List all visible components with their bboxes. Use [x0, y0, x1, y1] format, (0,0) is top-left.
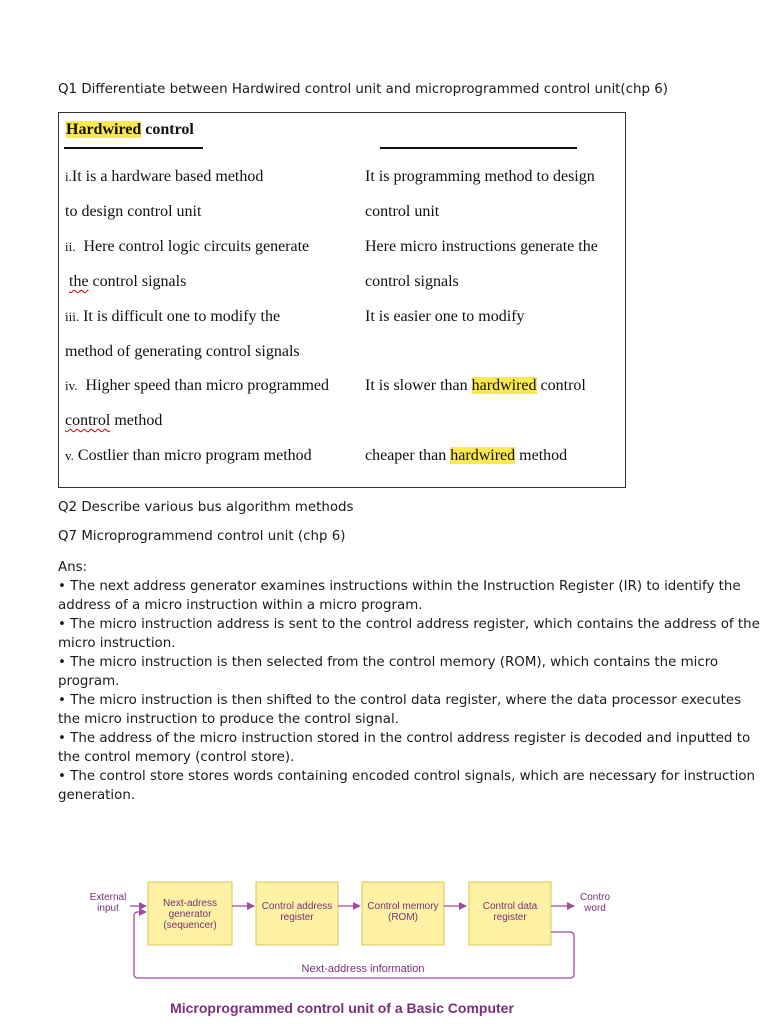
- row4-left-line1: iv. Higher speed than micro programmed: [65, 377, 330, 394]
- bullet-2: • The micro instruction address is sent to the control address register, which contains the address of the micro instruction.: [58, 617, 760, 651]
- answer-label: Ans:: [58, 560, 88, 575]
- box3-line1: Control memory: [367, 901, 439, 912]
- bullet-1: • The next address generator examines instructions within the Instruction Register (IR) to identify the address of a micro instruction within a micro program.: [58, 579, 741, 613]
- heading-highlight: Hardwired: [66, 121, 142, 138]
- row4-left-line2: control method: [65, 412, 163, 429]
- left-heading-rule: [64, 147, 203, 149]
- bullet-4: • The micro instruction is then shifted to the control data register, where the data processor executes the micro instruction to produce the control signal.: [58, 693, 742, 727]
- microprogrammed-control-diagram: [82, 860, 642, 1024]
- box2-line2: register: [280, 912, 314, 923]
- row2-left-line2: the control signals: [69, 273, 187, 290]
- answer-block: [58, 558, 763, 805]
- box4-line1: Control data: [482, 901, 538, 912]
- bullet-3: • The micro instruction is then selected from the control memory (ROM), which contains the micro program.: [58, 655, 719, 689]
- question-2: Q2 Describe various bus algorithm methods: [58, 500, 354, 515]
- row1-left-line1: i.It is a hardware based method: [65, 168, 264, 185]
- bullet-6: • The control store stores words containing encoded control signals, which are necessary for instruction generation.: [58, 769, 756, 803]
- output-label-2: word: [584, 903, 606, 914]
- external-input-label-2: input: [97, 903, 119, 914]
- bullet-5: • The address of the micro instruction stored in the control address register is decoded and inputted to the control memory (control store).: [58, 731, 751, 765]
- box1-line3: (sequencer): [163, 920, 217, 931]
- question-1: Q1 Differentiate between Hardwired control unit and microprogrammed control unit(chp 6): [58, 82, 668, 97]
- output-label-1: Contro: [579, 892, 611, 903]
- comparison-table: [58, 112, 626, 488]
- row2-left-line1: ii. Here control logic circuits generate: [65, 238, 310, 255]
- row2-right-line1: Here micro instructions generate the: [365, 238, 598, 255]
- row4-right-line1: It is slower than hardwired control: [365, 377, 586, 394]
- box1-line2: generator: [168, 909, 212, 920]
- row2-right-line2: control signals: [365, 273, 459, 290]
- diagram-caption: Microprogrammed control unit of a Basic Computer: [170, 1000, 514, 1016]
- row3-left-line2: method of generating control signals: [65, 343, 300, 360]
- row1-left-line2: to design control unit: [65, 203, 202, 220]
- box4-line2: register: [493, 912, 527, 923]
- row3-left-line1: iii. It is difficult one to modify the: [65, 308, 281, 325]
- external-input-label-1: External: [89, 892, 127, 903]
- row5-left-line1: v. Costlier than micro program method: [65, 447, 312, 464]
- box3-line2: (ROM): [388, 912, 418, 923]
- row3-right-line1: It is easier one to modify: [365, 308, 525, 325]
- next-address-info-label: Next-address information: [301, 963, 425, 975]
- row5-right-line1: cheaper than hardwired method: [365, 447, 568, 464]
- row1-right-line2: control unit: [365, 203, 440, 220]
- box1-line1: Next-adress: [163, 898, 217, 909]
- row1-right-line1: It is programming method to design: [365, 168, 595, 185]
- question-7: Q7 Microprogrammend control unit (chp 6): [58, 529, 346, 544]
- right-heading-rule: [380, 147, 577, 149]
- hardwired-control-heading: [66, 121, 194, 139]
- box2-line1: Control address: [261, 901, 333, 912]
- heading-rest: control: [141, 121, 194, 138]
